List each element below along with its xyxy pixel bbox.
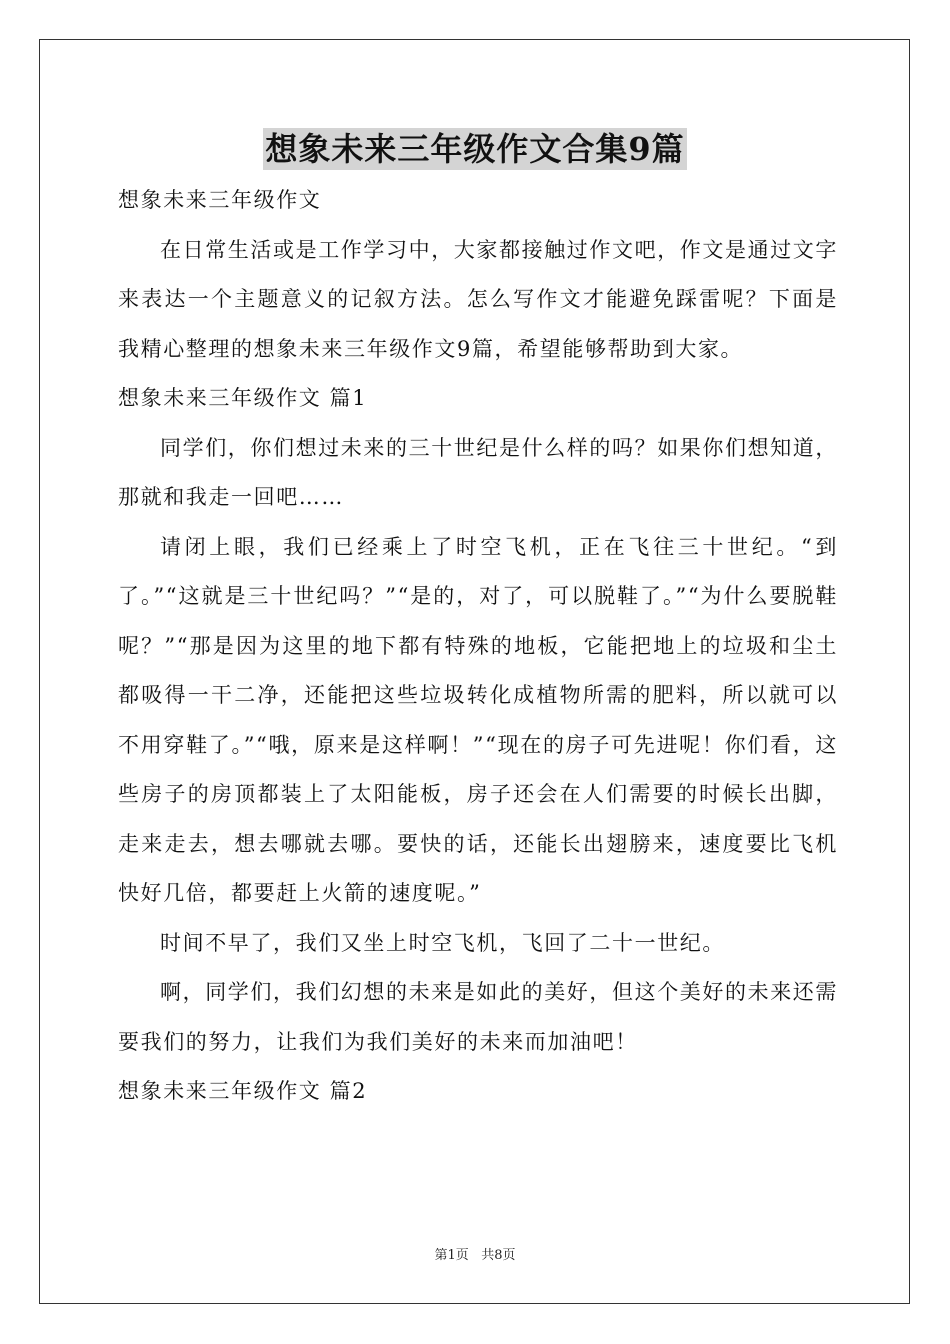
body-paragraph: 啊，同学们，我们幻想的未来是如此的美好，但这个美好的未来还需要我们的努力，让我们为我们美好的未来而加油吧！ <box>118 980 838 1054</box>
body-paragraph: 请闭上眼，我们已经乘上了时空飞机，正在飞往三十世纪。“到了。”“这就是三十世纪吗？”“是的，对了，可以脱鞋了。”“为什么要脱鞋呢？”“那是因为这里的地下都有特殊的地板，它能把地上的垃圾和尘土都吸得一干二净，还能把这些垃圾转化成植物所需的肥料，所以就可以不用穿鞋了。”“哦，原来是这样啊！”“现在的房子可先进呢！你们看，这些房子的房顶都装上了太阳能板，房子还会在人们需要的时候长出脚，走来走去，想去哪就去哪。要快的话，还能长出翅膀来，速度要比飞机快好几倍，都要赶上火箭的速度呢。” <box>118 534 838 905</box>
page-number: 第1页 <box>434 1248 469 1263</box>
body-paragraph: 时间不早了，我们又坐上时空飞机，飞回了二十一世纪。 <box>160 930 725 955</box>
body-paragraph: 同学们，你们想过未来的三十世纪是什么样的吗？如果你们想知道，那就和我走一回吧…… <box>118 435 838 509</box>
page-footer <box>0 1247 950 1265</box>
document-body <box>118 176 838 1117</box>
section-heading: 想象未来三年级作文 篇2 <box>118 1079 368 1103</box>
document-title: 想象未来三年级作文合集9篇 <box>265 130 685 168</box>
section-heading: 想象未来三年级作文 篇1 <box>118 386 368 410</box>
page-total: 共8页 <box>481 1248 516 1263</box>
title-area <box>0 128 950 170</box>
section-heading: 想象未来三年级作文 <box>118 188 322 212</box>
intro-paragraph: 在日常生活或是工作学习中，大家都接触过作文吧，作文是通过文字来表达一个主题意义的记叙方法。怎么写作文才能避免踩雷呢？下面是我精心整理的想象未来三年级作文9篇，希望能够帮助到大家。 <box>118 237 838 361</box>
